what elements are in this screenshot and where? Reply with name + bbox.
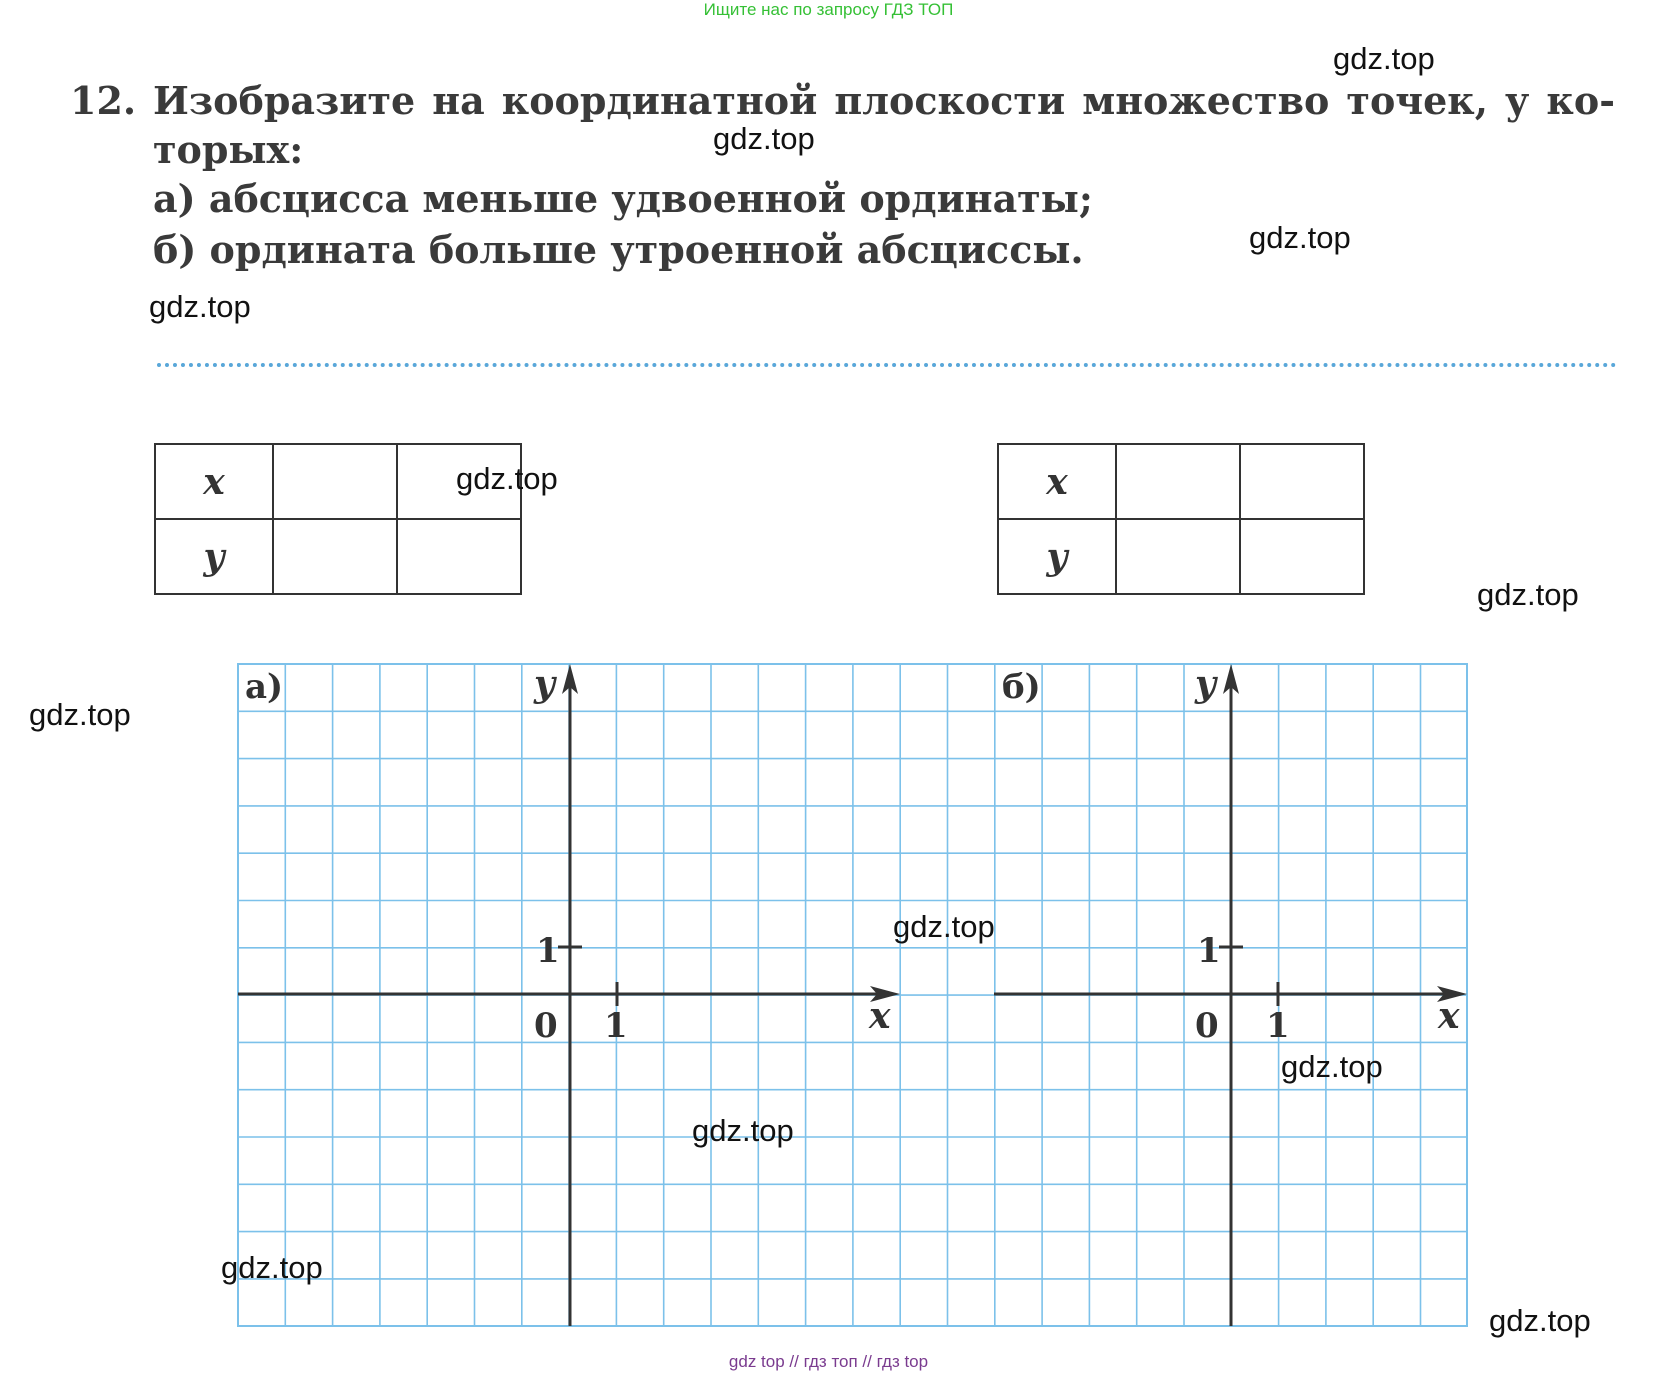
graph-b-label: б): [1002, 667, 1041, 707]
table-label-x: x: [155, 444, 273, 519]
origin-label-b: 0: [1195, 1006, 1219, 1046]
watermark: gdz.top: [149, 289, 251, 324]
x-axis-label-b: x: [1438, 995, 1460, 1037]
watermark: gdz.top: [1249, 220, 1351, 255]
task-statement-line1: Изобразите на координатной плоскости множество точек, у ко-: [153, 78, 1615, 123]
watermark: gdz.top: [456, 461, 558, 496]
unit-y-label-a: 1: [536, 931, 560, 971]
x-axis-label-a: x: [869, 995, 891, 1037]
watermark: gdz.top: [1333, 41, 1435, 76]
table-label-y: y: [998, 519, 1116, 594]
task-part-b: б) ордината больше утроенной абсциссы.: [153, 227, 1084, 272]
task-part-a: а) абсцисса меньше удвоенной ординаты;: [153, 176, 1093, 221]
watermark: gdz.top: [1281, 1049, 1383, 1084]
unit-x-label-b: 1: [1266, 1006, 1290, 1046]
graph-a: [238, 663, 900, 1326]
watermark: gdz.top: [221, 1250, 323, 1285]
watermark: gdz.top: [29, 697, 131, 732]
task-number: 12.: [70, 78, 137, 123]
footer[interactable]: gdz top // гдз топ // гдз top: [728, 1352, 929, 1371]
unit-y-label-b: 1: [1197, 931, 1221, 971]
graph-a-label: а): [245, 667, 284, 707]
y-axis-label-a: y: [534, 663, 555, 705]
watermark: gdz.top: [713, 121, 815, 156]
top-banner[interactable]: Ищите нас по запросу ГДЗ ТОП: [703, 0, 954, 19]
origin-label-a: 0: [534, 1006, 558, 1046]
unit-x-label-a: 1: [604, 1006, 628, 1046]
watermark: gdz.top: [1489, 1303, 1591, 1338]
watermark: gdz.top: [1477, 577, 1579, 612]
watermark: gdz.top: [692, 1113, 794, 1148]
table-label-x: x: [998, 444, 1116, 519]
graph-b: [994, 663, 1467, 1326]
task-statement-line2: торых:: [153, 127, 304, 172]
table-label-y: y: [155, 519, 273, 594]
watermark: gdz.top: [893, 909, 995, 944]
y-axis-label-b: y: [1195, 663, 1216, 705]
